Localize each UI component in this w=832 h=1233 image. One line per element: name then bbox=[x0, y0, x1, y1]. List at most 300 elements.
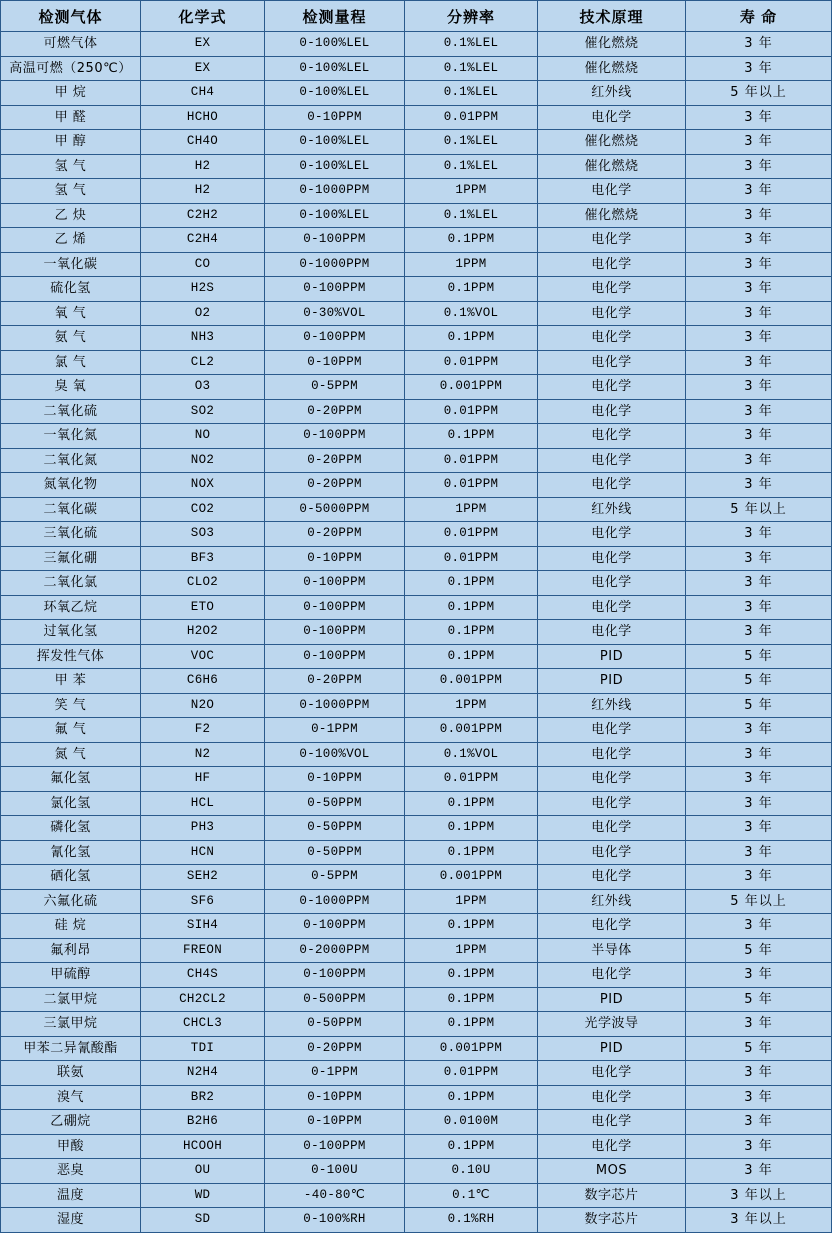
cell-resolution: 1PPM bbox=[405, 252, 538, 277]
table-row bbox=[1, 987, 832, 1012]
cell-detection-range: 0-30%VOL bbox=[265, 301, 405, 326]
table-row bbox=[1, 252, 832, 277]
cell-chemical-formula: F2 bbox=[141, 718, 265, 743]
cell-lifetime: 3 年 bbox=[686, 473, 832, 498]
table-row bbox=[1, 130, 832, 155]
cell-lifetime: 5 年 bbox=[686, 987, 832, 1012]
cell-detection-range: 0-5PPM bbox=[265, 375, 405, 400]
cell-detection-range: 0-5000PPM bbox=[265, 497, 405, 522]
table-row bbox=[1, 277, 832, 302]
cell-resolution: 0.1PPM bbox=[405, 791, 538, 816]
cell-chemical-formula: SO2 bbox=[141, 399, 265, 424]
cell-detection-range: 0-100PPM bbox=[265, 644, 405, 669]
cell-detection-range: 0-100U bbox=[265, 1159, 405, 1184]
cell-lifetime: 3 年 bbox=[686, 865, 832, 890]
table-row bbox=[1, 546, 832, 571]
cell-detection-range: 0-10PPM bbox=[265, 1110, 405, 1135]
cell-technology-principle: 电化学 bbox=[538, 1061, 686, 1086]
cell-gas-name: 甲硫醇 bbox=[1, 963, 141, 988]
cell-gas-name: 湿度 bbox=[1, 1208, 141, 1233]
cell-gas-name: 甲 烷 bbox=[1, 81, 141, 106]
table-row bbox=[1, 620, 832, 645]
cell-lifetime: 5 年 bbox=[686, 693, 832, 718]
cell-lifetime: 3 年 bbox=[686, 179, 832, 204]
table-row bbox=[1, 154, 832, 179]
cell-gas-name: 氮氧化物 bbox=[1, 473, 141, 498]
cell-resolution: 0.001PPM bbox=[405, 718, 538, 743]
table-row bbox=[1, 301, 832, 326]
cell-lifetime: 3 年 bbox=[686, 252, 832, 277]
cell-detection-range: 0-20PPM bbox=[265, 522, 405, 547]
cell-lifetime: 3 年 bbox=[686, 1110, 832, 1135]
cell-lifetime: 3 年以上 bbox=[686, 1183, 832, 1208]
table-row bbox=[1, 375, 832, 400]
cell-chemical-formula: O2 bbox=[141, 301, 265, 326]
cell-detection-range: 0-100%RH bbox=[265, 1208, 405, 1233]
cell-lifetime: 3 年 bbox=[686, 154, 832, 179]
cell-lifetime: 5 年 bbox=[686, 938, 832, 963]
cell-technology-principle: PID bbox=[538, 987, 686, 1012]
cell-technology-principle: 电化学 bbox=[538, 816, 686, 841]
cell-detection-range: 0-50PPM bbox=[265, 1012, 405, 1037]
cell-gas-name: 二氧化硫 bbox=[1, 399, 141, 424]
cell-gas-name: 甲 醇 bbox=[1, 130, 141, 155]
cell-resolution: 0.01PPM bbox=[405, 448, 538, 473]
cell-gas-name: 氟利昂 bbox=[1, 938, 141, 963]
table-row bbox=[1, 81, 832, 106]
cell-gas-name: 氢 气 bbox=[1, 154, 141, 179]
cell-resolution: 0.1PPM bbox=[405, 644, 538, 669]
cell-technology-principle: 电化学 bbox=[538, 914, 686, 939]
cell-detection-range: 0-100%LEL bbox=[265, 154, 405, 179]
cell-resolution: 0.1PPM bbox=[405, 914, 538, 939]
cell-gas-name: 笑 气 bbox=[1, 693, 141, 718]
cell-detection-range: 0-5PPM bbox=[265, 865, 405, 890]
table-row bbox=[1, 350, 832, 375]
column-header-formula: 化学式 bbox=[141, 1, 265, 32]
cell-technology-principle: 催化燃烧 bbox=[538, 203, 686, 228]
cell-chemical-formula: WD bbox=[141, 1183, 265, 1208]
cell-lifetime: 3 年 bbox=[686, 1012, 832, 1037]
cell-gas-name: 二氧化碳 bbox=[1, 497, 141, 522]
cell-detection-range: 0-1000PPM bbox=[265, 889, 405, 914]
cell-technology-principle: 电化学 bbox=[538, 448, 686, 473]
cell-gas-name: 氮 气 bbox=[1, 742, 141, 767]
cell-detection-range: 0-100%LEL bbox=[265, 56, 405, 81]
cell-technology-principle: 红外线 bbox=[538, 81, 686, 106]
cell-lifetime: 3 年 bbox=[686, 130, 832, 155]
cell-resolution: 0.1%LEL bbox=[405, 81, 538, 106]
cell-gas-name: 甲苯二异氰酸酯 bbox=[1, 1036, 141, 1061]
cell-lifetime: 3 年 bbox=[686, 546, 832, 571]
cell-resolution: 0.01PPM bbox=[405, 546, 538, 571]
cell-resolution: 0.1%LEL bbox=[405, 32, 538, 57]
cell-chemical-formula: HCOOH bbox=[141, 1134, 265, 1159]
cell-resolution: 0.1PPM bbox=[405, 840, 538, 865]
cell-lifetime: 3 年 bbox=[686, 350, 832, 375]
cell-technology-principle: 电化学 bbox=[538, 571, 686, 596]
cell-technology-principle: 催化燃烧 bbox=[538, 56, 686, 81]
cell-chemical-formula: H2 bbox=[141, 179, 265, 204]
cell-chemical-formula: CO2 bbox=[141, 497, 265, 522]
cell-detection-range: 0-100PPM bbox=[265, 571, 405, 596]
cell-resolution: 0.001PPM bbox=[405, 669, 538, 694]
cell-resolution: 1PPM bbox=[405, 179, 538, 204]
cell-detection-range: -40-80℃ bbox=[265, 1183, 405, 1208]
cell-detection-range: 0-20PPM bbox=[265, 1036, 405, 1061]
cell-lifetime: 3 年 bbox=[686, 571, 832, 596]
cell-chemical-formula: CH4O bbox=[141, 130, 265, 155]
cell-technology-principle: 电化学 bbox=[538, 1110, 686, 1135]
cell-technology-principle: 电化学 bbox=[538, 718, 686, 743]
cell-chemical-formula: C6H6 bbox=[141, 669, 265, 694]
cell-detection-range: 0-1PPM bbox=[265, 718, 405, 743]
table-row bbox=[1, 326, 832, 351]
cell-gas-name: 硒化氢 bbox=[1, 865, 141, 890]
cell-resolution: 0.1%LEL bbox=[405, 203, 538, 228]
cell-resolution: 0.10U bbox=[405, 1159, 538, 1184]
cell-gas-name: 磷化氢 bbox=[1, 816, 141, 841]
cell-gas-name: 硫化氢 bbox=[1, 277, 141, 302]
cell-lifetime: 3 年 bbox=[686, 1159, 832, 1184]
cell-lifetime: 3 年 bbox=[686, 277, 832, 302]
cell-technology-principle: 电化学 bbox=[538, 865, 686, 890]
cell-gas-name: 硅 烷 bbox=[1, 914, 141, 939]
cell-gas-name: 甲酸 bbox=[1, 1134, 141, 1159]
cell-lifetime: 3 年 bbox=[686, 767, 832, 792]
cell-gas-name: 一氧化碳 bbox=[1, 252, 141, 277]
table-header bbox=[1, 1, 832, 32]
cell-detection-range: 0-100PPM bbox=[265, 424, 405, 449]
cell-technology-principle: 电化学 bbox=[538, 546, 686, 571]
cell-detection-range: 0-1000PPM bbox=[265, 693, 405, 718]
cell-technology-principle: 电化学 bbox=[538, 301, 686, 326]
cell-chemical-formula: OU bbox=[141, 1159, 265, 1184]
cell-gas-name: 一氧化氮 bbox=[1, 424, 141, 449]
table-row bbox=[1, 1085, 832, 1110]
cell-chemical-formula: ETO bbox=[141, 595, 265, 620]
table-row bbox=[1, 399, 832, 424]
cell-resolution: 0.1%VOL bbox=[405, 301, 538, 326]
cell-resolution: 0.1PPM bbox=[405, 963, 538, 988]
cell-resolution: 0.1%RH bbox=[405, 1208, 538, 1233]
cell-gas-name: 三氧化硫 bbox=[1, 522, 141, 547]
cell-chemical-formula: SO3 bbox=[141, 522, 265, 547]
cell-detection-range: 0-10PPM bbox=[265, 105, 405, 130]
table-row bbox=[1, 889, 832, 914]
cell-technology-principle: 电化学 bbox=[538, 963, 686, 988]
cell-resolution: 1PPM bbox=[405, 889, 538, 914]
cell-technology-principle: 电化学 bbox=[538, 277, 686, 302]
cell-gas-name: 臭 氧 bbox=[1, 375, 141, 400]
cell-gas-name: 氢 气 bbox=[1, 179, 141, 204]
cell-gas-name: 三氯甲烷 bbox=[1, 1012, 141, 1037]
table-row bbox=[1, 718, 832, 743]
table-row bbox=[1, 1208, 832, 1233]
table-row bbox=[1, 497, 832, 522]
cell-resolution: 0.001PPM bbox=[405, 375, 538, 400]
table-row bbox=[1, 1159, 832, 1184]
cell-gas-name: 氯化氢 bbox=[1, 791, 141, 816]
cell-lifetime: 3 年 bbox=[686, 32, 832, 57]
table-row bbox=[1, 1134, 832, 1159]
cell-resolution: 1PPM bbox=[405, 497, 538, 522]
cell-chemical-formula: C2H2 bbox=[141, 203, 265, 228]
cell-chemical-formula: PH3 bbox=[141, 816, 265, 841]
cell-detection-range: 0-100PPM bbox=[265, 595, 405, 620]
cell-chemical-formula: N2H4 bbox=[141, 1061, 265, 1086]
cell-resolution: 0.1%LEL bbox=[405, 154, 538, 179]
table-row bbox=[1, 693, 832, 718]
table-row bbox=[1, 473, 832, 498]
cell-lifetime: 3 年 bbox=[686, 620, 832, 645]
cell-chemical-formula: CHCL3 bbox=[141, 1012, 265, 1037]
cell-chemical-formula: O3 bbox=[141, 375, 265, 400]
cell-resolution: 0.1%LEL bbox=[405, 130, 538, 155]
cell-chemical-formula: HCN bbox=[141, 840, 265, 865]
cell-gas-name: 三氟化硼 bbox=[1, 546, 141, 571]
table-row bbox=[1, 203, 832, 228]
cell-lifetime: 3 年 bbox=[686, 718, 832, 743]
cell-technology-principle: 数字芯片 bbox=[538, 1183, 686, 1208]
cell-chemical-formula: CLO2 bbox=[141, 571, 265, 596]
cell-resolution: 0.01PPM bbox=[405, 522, 538, 547]
cell-detection-range: 0-2000PPM bbox=[265, 938, 405, 963]
cell-gas-name: 甲 醛 bbox=[1, 105, 141, 130]
cell-resolution: 0.1PPM bbox=[405, 1085, 538, 1110]
cell-chemical-formula: B2H6 bbox=[141, 1110, 265, 1135]
cell-gas-name: 溴气 bbox=[1, 1085, 141, 1110]
cell-resolution: 0.1%LEL bbox=[405, 56, 538, 81]
cell-lifetime: 3 年 bbox=[686, 375, 832, 400]
cell-technology-principle: 电化学 bbox=[538, 375, 686, 400]
cell-lifetime: 3 年 bbox=[686, 1061, 832, 1086]
cell-chemical-formula: CH4S bbox=[141, 963, 265, 988]
column-header-resolution: 分辨率 bbox=[405, 1, 538, 32]
column-header-gas: 检测气体 bbox=[1, 1, 141, 32]
cell-detection-range: 0-1000PPM bbox=[265, 252, 405, 277]
cell-resolution: 0.1PPM bbox=[405, 1012, 538, 1037]
cell-gas-name: 二氯甲烷 bbox=[1, 987, 141, 1012]
cell-chemical-formula: H2O2 bbox=[141, 620, 265, 645]
cell-gas-name: 氟化氢 bbox=[1, 767, 141, 792]
cell-technology-principle: 电化学 bbox=[538, 840, 686, 865]
cell-resolution: 0.1PPM bbox=[405, 277, 538, 302]
cell-detection-range: 0-10PPM bbox=[265, 546, 405, 571]
cell-detection-range: 0-10PPM bbox=[265, 350, 405, 375]
cell-gas-name: 恶臭 bbox=[1, 1159, 141, 1184]
column-header-range: 检测量程 bbox=[265, 1, 405, 32]
cell-lifetime: 3 年 bbox=[686, 522, 832, 547]
cell-chemical-formula: SEH2 bbox=[141, 865, 265, 890]
cell-technology-principle: 电化学 bbox=[538, 424, 686, 449]
cell-gas-name: 联氨 bbox=[1, 1061, 141, 1086]
cell-technology-principle: 电化学 bbox=[538, 791, 686, 816]
cell-technology-principle: 光学波导 bbox=[538, 1012, 686, 1037]
cell-resolution: 0.1PPM bbox=[405, 424, 538, 449]
cell-chemical-formula: HF bbox=[141, 767, 265, 792]
table-row bbox=[1, 522, 832, 547]
table-row bbox=[1, 228, 832, 253]
table-row bbox=[1, 816, 832, 841]
cell-detection-range: 0-500PPM bbox=[265, 987, 405, 1012]
cell-gas-name: 二氧化氯 bbox=[1, 571, 141, 596]
cell-resolution: 0.01PPM bbox=[405, 105, 538, 130]
cell-technology-principle: 催化燃烧 bbox=[538, 32, 686, 57]
cell-resolution: 0.01PPM bbox=[405, 767, 538, 792]
cell-chemical-formula: NO bbox=[141, 424, 265, 449]
cell-chemical-formula: FREON bbox=[141, 938, 265, 963]
cell-resolution: 0.1PPM bbox=[405, 1134, 538, 1159]
cell-chemical-formula: SD bbox=[141, 1208, 265, 1233]
cell-technology-principle: 电化学 bbox=[538, 326, 686, 351]
cell-lifetime: 3 年 bbox=[686, 448, 832, 473]
cell-chemical-formula: CH2CL2 bbox=[141, 987, 265, 1012]
table-row bbox=[1, 767, 832, 792]
cell-lifetime: 3 年 bbox=[686, 424, 832, 449]
cell-technology-principle: 电化学 bbox=[538, 1134, 686, 1159]
cell-lifetime: 5 年以上 bbox=[686, 81, 832, 106]
cell-lifetime: 3 年 bbox=[686, 399, 832, 424]
cell-technology-principle: 电化学 bbox=[538, 473, 686, 498]
table-row bbox=[1, 1036, 832, 1061]
cell-chemical-formula: EX bbox=[141, 56, 265, 81]
table-row bbox=[1, 963, 832, 988]
table-body bbox=[1, 32, 832, 1233]
cell-resolution: 0.1PPM bbox=[405, 816, 538, 841]
column-header-lifetime: 寿 命 bbox=[686, 1, 832, 32]
cell-technology-principle: 电化学 bbox=[538, 522, 686, 547]
cell-gas-name: 乙 炔 bbox=[1, 203, 141, 228]
cell-chemical-formula: N2O bbox=[141, 693, 265, 718]
cell-chemical-formula: SF6 bbox=[141, 889, 265, 914]
cell-technology-principle: 电化学 bbox=[538, 399, 686, 424]
table-row bbox=[1, 791, 832, 816]
table-row bbox=[1, 865, 832, 890]
cell-lifetime: 3 年 bbox=[686, 228, 832, 253]
cell-resolution: 0.01PPM bbox=[405, 399, 538, 424]
cell-technology-principle: PID bbox=[538, 644, 686, 669]
cell-technology-principle: 红外线 bbox=[538, 693, 686, 718]
table-row bbox=[1, 1110, 832, 1135]
cell-gas-name: 挥发性气体 bbox=[1, 644, 141, 669]
cell-technology-principle: 电化学 bbox=[538, 767, 686, 792]
cell-lifetime: 3 年 bbox=[686, 1134, 832, 1159]
cell-lifetime: 3 年 bbox=[686, 326, 832, 351]
cell-gas-name: 高温可燃（250℃） bbox=[1, 56, 141, 81]
cell-gas-name: 六氟化硫 bbox=[1, 889, 141, 914]
cell-detection-range: 0-20PPM bbox=[265, 473, 405, 498]
table-row bbox=[1, 840, 832, 865]
cell-gas-name: 环氧乙烷 bbox=[1, 595, 141, 620]
cell-resolution: 0.1℃ bbox=[405, 1183, 538, 1208]
cell-technology-principle: PID bbox=[538, 669, 686, 694]
cell-chemical-formula: H2S bbox=[141, 277, 265, 302]
cell-chemical-formula: NOX bbox=[141, 473, 265, 498]
cell-technology-principle: 电化学 bbox=[538, 742, 686, 767]
cell-chemical-formula: CL2 bbox=[141, 350, 265, 375]
cell-technology-principle: 红外线 bbox=[538, 497, 686, 522]
cell-detection-range: 0-100%VOL bbox=[265, 742, 405, 767]
cell-detection-range: 0-100%LEL bbox=[265, 203, 405, 228]
cell-resolution: 0.0100M bbox=[405, 1110, 538, 1135]
cell-lifetime: 5 年 bbox=[686, 669, 832, 694]
table-header-row bbox=[1, 1, 832, 32]
cell-lifetime: 3 年 bbox=[686, 56, 832, 81]
cell-chemical-formula: C2H4 bbox=[141, 228, 265, 253]
cell-technology-principle: PID bbox=[538, 1036, 686, 1061]
cell-resolution: 0.1PPM bbox=[405, 228, 538, 253]
cell-detection-range: 0-100PPM bbox=[265, 914, 405, 939]
cell-resolution: 0.1PPM bbox=[405, 987, 538, 1012]
cell-technology-principle: 半导体 bbox=[538, 938, 686, 963]
cell-technology-principle: 电化学 bbox=[538, 252, 686, 277]
cell-chemical-formula: CH4 bbox=[141, 81, 265, 106]
cell-lifetime: 3 年 bbox=[686, 816, 832, 841]
cell-resolution: 0.1PPM bbox=[405, 326, 538, 351]
cell-detection-range: 0-50PPM bbox=[265, 791, 405, 816]
cell-resolution: 0.01PPM bbox=[405, 1061, 538, 1086]
cell-gas-name: 温度 bbox=[1, 1183, 141, 1208]
cell-chemical-formula: NO2 bbox=[141, 448, 265, 473]
cell-resolution: 0.1%VOL bbox=[405, 742, 538, 767]
cell-detection-range: 0-10PPM bbox=[265, 1085, 405, 1110]
cell-lifetime: 3 年 bbox=[686, 840, 832, 865]
cell-gas-name: 过氧化氢 bbox=[1, 620, 141, 645]
cell-lifetime: 3 年 bbox=[686, 595, 832, 620]
cell-lifetime: 3 年 bbox=[686, 963, 832, 988]
cell-detection-range: 0-20PPM bbox=[265, 448, 405, 473]
table-row bbox=[1, 105, 832, 130]
cell-detection-range: 0-100PPM bbox=[265, 1134, 405, 1159]
table-row bbox=[1, 1012, 832, 1037]
cell-gas-name: 乙硼烷 bbox=[1, 1110, 141, 1135]
cell-resolution: 0.001PPM bbox=[405, 865, 538, 890]
cell-technology-principle: 数字芯片 bbox=[538, 1208, 686, 1233]
cell-lifetime: 3 年 bbox=[686, 105, 832, 130]
cell-chemical-formula: BR2 bbox=[141, 1085, 265, 1110]
cell-detection-range: 0-100%LEL bbox=[265, 130, 405, 155]
cell-technology-principle: 电化学 bbox=[538, 228, 686, 253]
cell-lifetime: 3 年 bbox=[686, 742, 832, 767]
cell-technology-principle: MOS bbox=[538, 1159, 686, 1184]
cell-detection-range: 0-1000PPM bbox=[265, 179, 405, 204]
table-row bbox=[1, 1061, 832, 1086]
cell-gas-name: 可燃气体 bbox=[1, 32, 141, 57]
cell-gas-name: 氟 气 bbox=[1, 718, 141, 743]
cell-chemical-formula: NH3 bbox=[141, 326, 265, 351]
cell-detection-range: 0-100PPM bbox=[265, 620, 405, 645]
table-row bbox=[1, 644, 832, 669]
cell-resolution: 0.1PPM bbox=[405, 620, 538, 645]
table-row bbox=[1, 424, 832, 449]
cell-technology-principle: 电化学 bbox=[538, 620, 686, 645]
cell-detection-range: 0-1PPM bbox=[265, 1061, 405, 1086]
cell-detection-range: 0-100PPM bbox=[265, 277, 405, 302]
cell-lifetime: 3 年 bbox=[686, 791, 832, 816]
table-row bbox=[1, 448, 832, 473]
cell-resolution: 0.01PPM bbox=[405, 350, 538, 375]
cell-lifetime: 3 年 bbox=[686, 301, 832, 326]
cell-resolution: 1PPM bbox=[405, 693, 538, 718]
cell-lifetime: 5 年 bbox=[686, 1036, 832, 1061]
cell-detection-range: 0-100PPM bbox=[265, 963, 405, 988]
cell-lifetime: 5 年以上 bbox=[686, 497, 832, 522]
cell-chemical-formula: H2 bbox=[141, 154, 265, 179]
cell-detection-range: 0-20PPM bbox=[265, 399, 405, 424]
cell-detection-range: 0-100%LEL bbox=[265, 81, 405, 106]
cell-lifetime: 3 年以上 bbox=[686, 1208, 832, 1233]
